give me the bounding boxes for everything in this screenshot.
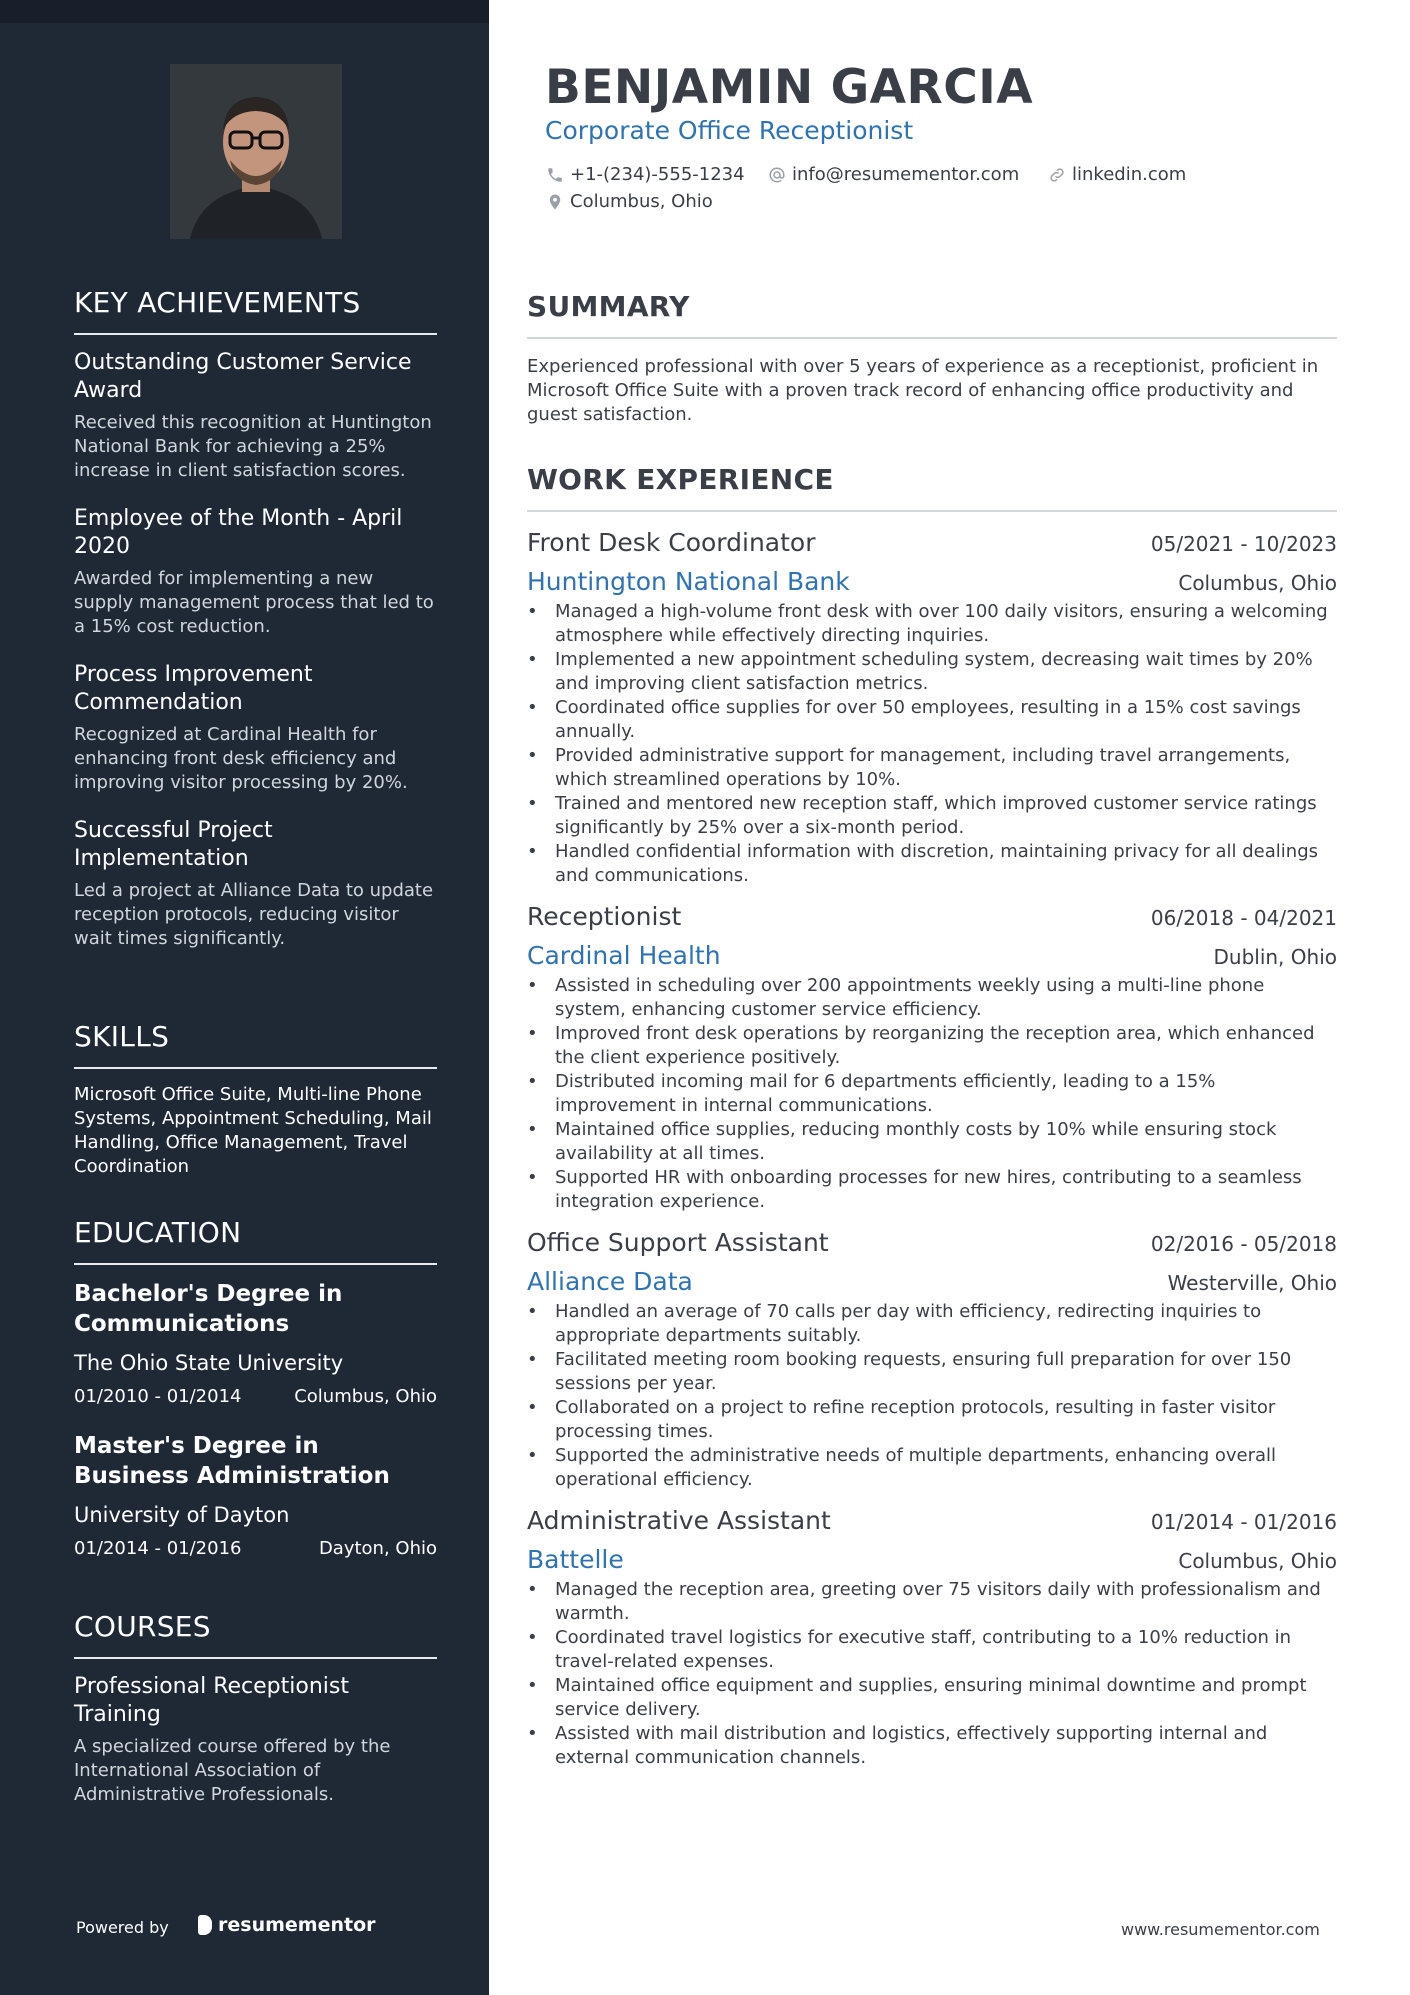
powered-by-label: Powered by	[76, 1918, 169, 1937]
phone-icon	[546, 166, 564, 184]
job-entry	[527, 528, 1337, 888]
location-pin-icon	[546, 193, 564, 211]
courses-heading: COURSES	[74, 1610, 437, 1659]
profile-photo	[170, 64, 342, 239]
job-company: Battelle	[527, 1545, 624, 1574]
education-item	[74, 1279, 437, 1409]
job-bullet: • Supported the administrative needs of multiple departments, enhancing overall operational efficiency.	[527, 1444, 1337, 1492]
job-bullet: • Collaborated on a project to refine reception protocols, resulting in faster visitor processing times.	[527, 1396, 1337, 1444]
job-bullets	[527, 974, 1337, 1214]
education-location: Columbus, Ohio	[294, 1386, 437, 1407]
summary-text: Experienced professional with over 5 years of experience as a receptionist, proficient in Microsoft Office Suite with a proven track record of enhancing office productivity and guest satisfaction.	[527, 356, 1319, 425]
course-item	[74, 1673, 437, 1807]
work-experience-section	[527, 463, 1337, 1784]
achievement-desc: Received this recognition at Huntington National Bank for achieving a 25% increase in client satisfaction scores.	[74, 412, 432, 481]
job-bullet: • Managed a high-volume front desk with over 100 daily visitors, ensuring a welcoming atmosphere while effectively directing inquiries.	[527, 600, 1337, 648]
linkedin-text: linkedin.com	[1072, 164, 1187, 185]
summary-section	[527, 290, 1337, 427]
contact-linkedin[interactable]	[1048, 164, 1186, 185]
job-bullet: • Coordinated travel logistics for executive staff, contributing to a 10% reduction in travel-related expenses.	[527, 1626, 1337, 1674]
job-bullet: • Distributed incoming mail for 6 departments efficiently, leading to a 15% improvement in internal communications.	[527, 1070, 1337, 1118]
jobs-list	[527, 528, 1337, 1770]
job-bullets	[527, 1300, 1337, 1492]
job-location: Westerville, Ohio	[1167, 1271, 1337, 1295]
job-dates: 06/2018 - 04/2021	[1150, 906, 1337, 930]
course-desc: A specialized course offered by the International Association of Administrative Professionals.	[74, 1736, 391, 1805]
skills-list: Microsoft Office Suite, Multi-line Phone Systems, Appointment Scheduling, Mail Handling, Office Management, Travel Coordination	[74, 1084, 432, 1177]
achievements-heading: KEY ACHIEVEMENTS	[74, 286, 437, 335]
job-dates: 02/2016 - 05/2018	[1150, 1232, 1337, 1256]
job-subheader	[527, 1267, 1337, 1296]
education-meta	[74, 1385, 437, 1409]
job-title: Front Desk Coordinator	[527, 528, 816, 557]
link-icon	[1048, 166, 1066, 184]
job-entry	[527, 1228, 1337, 1492]
education-school: The Ohio State University	[74, 1351, 344, 1375]
job-entry	[527, 1506, 1337, 1770]
job-company: Cardinal Health	[527, 941, 721, 970]
brand-mark-icon	[198, 1915, 212, 1935]
job-header	[527, 902, 1337, 931]
job-bullet: • Implemented a new appointment scheduling system, decreasing wait times by 20% and improving client satisfaction metrics.	[527, 648, 1337, 696]
candidate-name: BENJAMIN GARCIA	[545, 60, 1034, 115]
candidate-role: Corporate Office Receptionist	[545, 116, 914, 145]
education-degree: Master's Degree in Business Administration	[74, 1433, 390, 1489]
job-bullets	[527, 600, 1337, 888]
skills-heading: SKILLS	[74, 1020, 437, 1069]
education-location: Dayton, Ohio	[318, 1538, 437, 1559]
job-bullet: • Managed the reception area, greeting over 75 visitors daily with professionalism and warmth.	[527, 1578, 1337, 1626]
job-location: Columbus, Ohio	[1178, 571, 1337, 595]
job-bullet: • Maintained office equipment and supplies, ensuring minimal downtime and prompt service delivery.	[527, 1674, 1337, 1722]
job-subheader	[527, 1545, 1337, 1574]
education-dates: 01/2014 - 01/2016	[74, 1538, 242, 1559]
achievement-desc: Awarded for implementing a new supply management process that led to a 15% cost reduction.	[74, 568, 434, 637]
brand-name: resumementor	[218, 1914, 376, 1936]
job-location: Dublin, Ohio	[1213, 945, 1337, 969]
sidebar-top-strip	[0, 0, 489, 23]
skills-section	[74, 1020, 437, 1179]
achievement-item	[74, 817, 437, 951]
education-meta	[74, 1537, 437, 1561]
job-subheader	[527, 567, 1337, 596]
job-title: Office Support Assistant	[527, 1228, 829, 1257]
at-icon	[768, 166, 786, 184]
summary-heading: SUMMARY	[527, 290, 1337, 339]
courses-section	[74, 1610, 437, 1829]
job-bullet: • Maintained office supplies, reducing monthly costs by 10% while ensuring stock availability at all times.	[527, 1118, 1337, 1166]
achievement-item	[74, 661, 437, 795]
job-location: Columbus, Ohio	[1178, 1549, 1337, 1573]
job-bullet: • Supported HR with onboarding processes for new hires, contributing to a seamless integration experience.	[527, 1166, 1337, 1214]
job-bullet: • Facilitated meeting room booking requests, ensuring full preparation for over 150 sessions per year.	[527, 1348, 1337, 1396]
education-dates: 01/2010 - 01/2014	[74, 1386, 242, 1407]
location-text: Columbus, Ohio	[570, 191, 713, 212]
achievement-title: Employee of the Month - April 2020	[74, 506, 403, 559]
achievement-title: Outstanding Customer Service Award	[74, 350, 412, 403]
experience-heading: WORK EXPERIENCE	[527, 463, 1337, 512]
job-company: Alliance Data	[527, 1267, 693, 1296]
job-title: Administrative Assistant	[527, 1506, 831, 1535]
job-bullet: • Trained and mentored new reception staff, which improved customer service ratings significantly by 25% over a six-month period.	[527, 792, 1337, 840]
job-bullet: • Handled confidential information with discretion, maintaining privacy for all dealings and communications.	[527, 840, 1337, 888]
job-bullet: • Handled an average of 70 calls per day with efficiency, redirecting inquiries to appropriate departments suitably.	[527, 1300, 1337, 1348]
job-bullet: • Assisted with mail distribution and logistics, effectively supporting internal and external communication channels.	[527, 1722, 1337, 1770]
job-dates: 05/2021 - 10/2023	[1150, 532, 1337, 556]
education-item	[74, 1431, 437, 1561]
achievement-desc: Recognized at Cardinal Health for enhancing front desk efficiency and improving visitor processing by 20%.	[74, 724, 408, 793]
job-dates: 01/2014 - 01/2016	[1150, 1510, 1337, 1534]
job-bullet: • Provided administrative support for management, including travel arrangements, which streamlined operations by 10%.	[527, 744, 1337, 792]
sidebar	[0, 0, 489, 1995]
contact-location	[546, 191, 713, 212]
brand-logo[interactable]	[198, 1914, 376, 1936]
email-text: info@resumementor.com	[792, 164, 1020, 185]
education-heading: EDUCATION	[74, 1216, 437, 1265]
education-school: University of Dayton	[74, 1503, 290, 1527]
contact-email[interactable]	[768, 164, 1019, 185]
key-achievements-section	[74, 286, 437, 973]
achievement-title: Successful Project Implementation	[74, 818, 273, 871]
achievement-item	[74, 505, 437, 639]
job-company: Huntington National Bank	[527, 567, 850, 596]
contact-phone[interactable]	[546, 164, 745, 185]
job-header	[527, 528, 1337, 557]
footer-website-link[interactable]: www.resumementor.com	[1121, 1920, 1320, 1939]
job-bullet: • Assisted in scheduling over 200 appointments weekly using a multi-line phone system, enhancing customer service efficiency.	[527, 974, 1337, 1022]
job-bullets	[527, 1578, 1337, 1770]
achievement-desc: Led a project at Alliance Data to update reception protocols, reducing visitor wait times significantly.	[74, 880, 434, 949]
job-bullet: • Coordinated office supplies for over 50 employees, resulting in a 15% cost savings annually.	[527, 696, 1337, 744]
job-entry	[527, 902, 1337, 1214]
course-title: Professional Receptionist Training	[74, 1674, 349, 1727]
job-subheader	[527, 941, 1337, 970]
job-header	[527, 1506, 1337, 1535]
job-header	[527, 1228, 1337, 1257]
education-section	[74, 1216, 437, 1583]
job-bullet: • Improved front desk operations by reorganizing the reception area, which enhanced the client experience positively.	[527, 1022, 1337, 1070]
achievement-item	[74, 349, 437, 483]
achievement-title: Process Improvement Commendation	[74, 662, 313, 715]
phone-text: +1-(234)-555-1234	[570, 164, 745, 185]
education-degree: Bachelor's Degree in Communications	[74, 1281, 343, 1337]
job-title: Receptionist	[527, 902, 682, 931]
